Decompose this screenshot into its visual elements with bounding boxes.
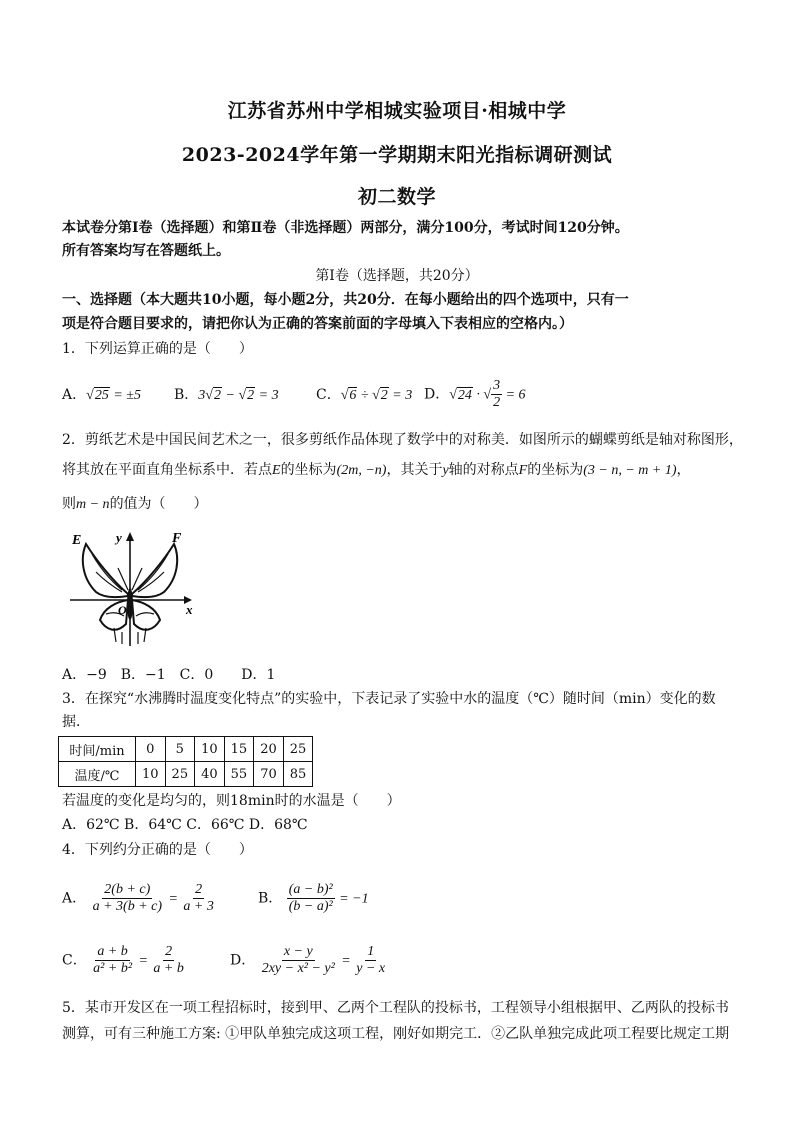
- table-cell: 20: [254, 737, 284, 762]
- table-cell: 温度/℃: [59, 762, 136, 787]
- table-cell: 0: [136, 737, 166, 762]
- butterfly-body: [127, 588, 133, 620]
- table-cell: 25: [283, 737, 313, 762]
- table-cell: 5: [165, 737, 195, 762]
- butterfly-figure: [66, 528, 198, 648]
- q4-option-c: C． $\frac{a + b}{\text{a² + b²}}$ = $\frac{2}{a + b}$: [62, 944, 184, 976]
- table-cell: 85: [283, 762, 313, 787]
- label-x: x: [186, 602, 193, 617]
- q3-line-2: 据．: [62, 714, 90, 730]
- q1-option-b: B．3√2 − √2 = 3: [174, 387, 279, 403]
- q2-line-3: 则m − n的值为（ ）: [62, 496, 208, 512]
- q1-option-d: D．√24 · √ $\frac{3}{2}$ = 6: [424, 378, 526, 410]
- q4-row-2: [62, 934, 742, 978]
- table-cell: 15: [224, 737, 254, 762]
- q3-options: A．62℃ B．64℃ C．66℃ D．68℃: [62, 817, 308, 833]
- label-y: y: [116, 530, 122, 545]
- table-row: [59, 762, 313, 787]
- exam-title: 2023-2024学年第一学期期末阳光指标调研测试: [181, 144, 613, 166]
- school-title: 江苏省苏州中学相城实验项目·相城中学: [227, 100, 567, 122]
- subject-title: 初二数学: [357, 186, 436, 208]
- q4-row-1: [62, 872, 742, 916]
- q1-stem: 1．下列运算正确的是（ ）: [62, 341, 253, 357]
- q4-stem: 4．下列约分正确的是（ ）: [62, 842, 253, 858]
- q3-question: 若温度的变化是均匀的，则18min时的水温是（ ）: [62, 793, 401, 809]
- q1-option-a: A．√25 = ±5: [62, 387, 141, 403]
- table-cell: 40: [195, 762, 225, 787]
- table-cell: 55: [224, 762, 254, 787]
- table-row: [59, 737, 313, 762]
- q2-line-1: 2．剪纸艺术是中国民间艺术之一，很多剪纸作品体现了数学中的对称美．如图所示的蝴蝶剪纸是轴对称图形，: [62, 432, 743, 448]
- section-instruction-2: 项是符合题目要求的，请把你认为正确的答案前面的字母填入下表相应的空格内。）: [62, 316, 573, 332]
- right-lower-wing: [132, 600, 160, 630]
- q2-options: A．−9 B．−1 C．0 D．1: [62, 667, 276, 683]
- label-o: O: [118, 603, 127, 617]
- y-axis-arrow: [126, 532, 134, 541]
- q3-line-1: 3．在探究“水沸腾时温度变化特点”的实验中，下表记录了实验中水的温度（℃）随时间（min）变化的数: [62, 691, 716, 707]
- label-e: E: [72, 533, 82, 548]
- q4-option-a: A． $\frac{2(b + c)}{a + 3(b + c)}$ = $\frac{2}{a + 3}$: [62, 882, 214, 914]
- intro-line-1: 本试卷分第Ⅰ卷（选择题）和第Ⅱ卷（非选择题）两部分，满分100分，考试时间120分钟。: [62, 220, 629, 236]
- intro-line-2: 所有答案均写在答题纸上。: [62, 243, 230, 259]
- temperature-table: [58, 736, 313, 787]
- q4-option-d: D． $\frac{x - y}{\text{2xy − x² − y²}}$ = $\frac{1}{y - x}$: [230, 944, 386, 976]
- table-cell: 10: [195, 737, 225, 762]
- section-heading: 第Ⅰ卷（选择题，共20分）: [315, 268, 479, 284]
- table-cell: 70: [254, 762, 284, 787]
- table-cell: 10: [136, 762, 166, 787]
- section-instruction-1: 一、选择题（本大题共10小题，每小题2分，共20分．在每小题给出的四个选项中，只有一: [62, 292, 629, 308]
- q5-line-2: 测算，可有三种施工方案: ①甲队单独完成这项工程，刚好如期完工．②乙队单独完成此项工程要比规定工期: [62, 1026, 730, 1042]
- q1-options: [62, 378, 742, 410]
- label-f: F: [172, 531, 182, 546]
- q1-option-c: C．√6 ÷ √2 = 3: [316, 387, 413, 403]
- q2-line-2: 将其放在平面直角坐标系中．若点E的坐标为(2m, −n)，其关于y轴的对称点F的坐标为(3 − n, − m + 1)，: [62, 462, 691, 478]
- table-cell: 25: [165, 762, 195, 787]
- table-cell: 时间/min: [59, 737, 136, 762]
- q4-option-b: B． $\frac{\text{(a − b)²}}{\text{(b − a)²}}$ = −1: [258, 882, 369, 914]
- q5-line-1: 5．某市开发区在一项工程招标时，接到甲、乙两个工程队的投标书，工程领导小组根据甲、乙两队的投标书: [62, 1000, 729, 1016]
